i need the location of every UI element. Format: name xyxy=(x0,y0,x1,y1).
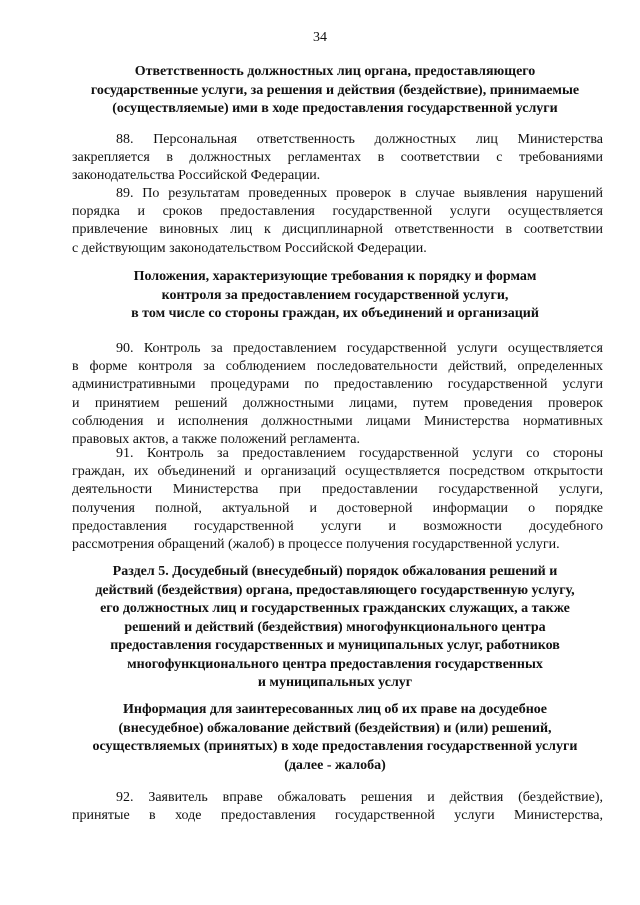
text-line: с действующим законодательством Российской Федерации. xyxy=(72,240,427,256)
heading-line: (далее - жалоба) xyxy=(284,757,386,773)
text-line: деятельности Министерства при предоставлении государственной услуги, xyxy=(72,482,603,498)
text-line: принятые в ходе предоставления государственной услуги Министерства, xyxy=(72,808,603,824)
heading-line: государственные услуги, за решения и действия (бездействие), принимаемые xyxy=(90,82,580,98)
heading-line: Раздел 5. Досудебный (внесудебный) порядок обжалования решений и xyxy=(112,564,558,579)
text-line: получения полной, актуальной и достоверной информации о порядке xyxy=(72,500,603,516)
text-line: и принятием решений должностными лицами, путем проведения проверок xyxy=(72,395,603,411)
paragraph-88 xyxy=(72,131,603,186)
section-heading-control xyxy=(60,268,610,324)
text-line: 92. Заявитель вправе обжаловать решения и действия (бездействие), xyxy=(116,790,603,805)
heading-line: контроля за предоставлением государственной услуги, xyxy=(161,287,509,303)
text-line: предоставления государственной услуги и возможности досудебного xyxy=(72,518,603,534)
heading-line: и муниципальных услуг xyxy=(257,675,413,690)
text-line: рассмотрения обращений (жалоб) в процессе получения государственной услуги. xyxy=(72,537,560,553)
heading-line: действий (бездействия) органа, предоставляющего государственную услугу, xyxy=(95,582,575,598)
text-line: 90. Контроль за предоставлением государственной услуги осуществляется xyxy=(116,341,603,356)
heading-line: Информация для заинтересованных лиц об их праве на досудебное xyxy=(123,702,547,717)
section-heading-responsibility xyxy=(60,63,610,119)
paragraph-92 xyxy=(72,789,603,825)
paragraph-90 xyxy=(72,340,603,449)
heading-line: многофункционального центра предоставления государственных xyxy=(127,656,543,672)
heading-line: осуществляемых (принятых) в ходе предоставления государственной услуги xyxy=(92,739,578,754)
text-line: административными процедурами по предоставлению государственной услуги xyxy=(72,377,603,393)
heading-line: Ответственность должностных лиц органа, предоставляющего xyxy=(134,64,536,79)
paragraph-89 xyxy=(72,185,603,258)
text-line: законодательства Российской Федерации. xyxy=(72,168,321,184)
heading-line: Положения, характеризующие требования к порядку и формам xyxy=(133,269,537,284)
heading-line: (осуществляемые) ими в ходе предоставления государственной услуги xyxy=(112,101,558,116)
text-line: закрепляется в должностных регламентах в соответствии с требованиями xyxy=(72,150,603,166)
text-line: 89. По результатам проведенных проверок в случае выявления нарушений xyxy=(116,186,603,201)
text-line: 88. Персональная ответственность должностных лиц Министерства xyxy=(116,132,603,147)
heading-line: решений и действий (бездействия) многофункционального центра xyxy=(124,619,546,635)
section-heading-section-5 xyxy=(60,563,610,693)
text-line: правовых актов, а также положений регламента. xyxy=(72,432,360,448)
text-line: соблюдения и исполнения должностными лицами Министерства нормативных xyxy=(72,413,603,429)
heading-line: в том числе со стороны граждан, их объединений и организаций xyxy=(131,306,539,321)
text-line: граждан, их объединений и организаций осуществляется посредством открытости xyxy=(72,464,603,480)
text-line: привлечение виновных лиц к дисциплинарной ответственности в соответствии xyxy=(72,222,603,238)
heading-line: его должностных лиц и государственных гражданских служащих, а также xyxy=(100,601,570,616)
text-line: в форме контроля за соблюдением последовательности действий, определенных xyxy=(72,359,603,375)
text-line: порядка и сроков предоставления государственной услуги осуществляется xyxy=(72,204,603,220)
heading-line: предоставления государственных и муниципальных услуг, работников xyxy=(110,638,560,653)
heading-line: (внесудебное) обжалование действий (бездействия) и (или) решений, xyxy=(118,720,552,736)
page-number: 34 xyxy=(313,30,327,45)
paragraph-91 xyxy=(72,445,603,554)
text-line: 91. Контроль за предоставлением государственной услуги со стороны xyxy=(116,446,603,461)
section-heading-complaint-info xyxy=(60,701,610,775)
